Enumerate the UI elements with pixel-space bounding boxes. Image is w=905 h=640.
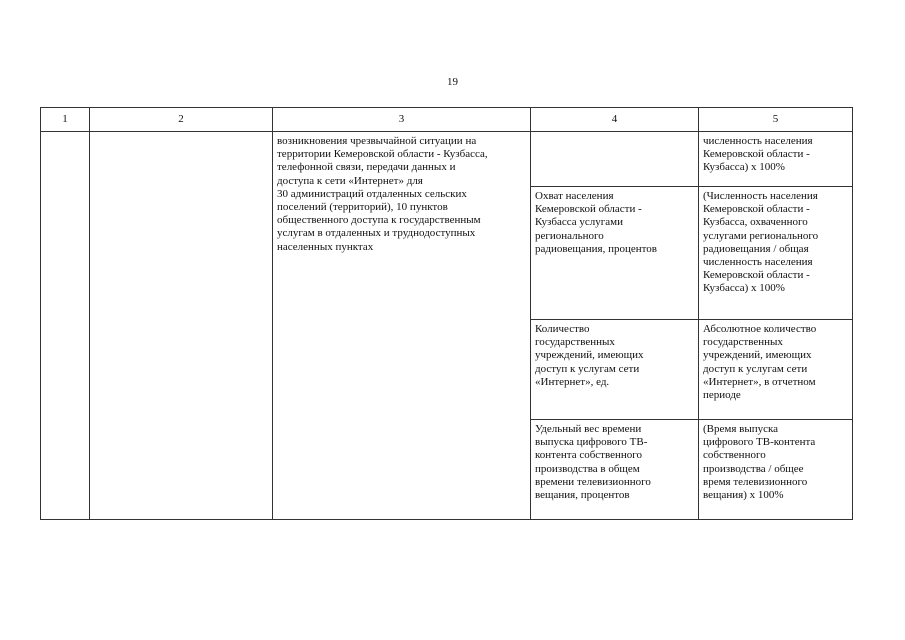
page-number: 19 <box>447 76 458 88</box>
column-1-cell <box>41 132 90 520</box>
column-header-3: 3 <box>273 108 531 132</box>
column-header-4: 4 <box>531 108 699 132</box>
table-header <box>41 108 853 132</box>
indicators-table <box>40 107 853 520</box>
column-header-5: 5 <box>699 108 853 132</box>
formula-text: (Численность населения Кемеровской области - Кузбасса, охваченного услугами регионального радиовещания / общая численность населения Кемеровской области - Кузбасса) x 100% <box>703 190 819 295</box>
header-row <box>41 108 853 132</box>
formula-cell <box>699 187 853 320</box>
formula-text: (Время выпуска цифрового ТВ-контента собственного производства / общее время телевизионного вещания) x 100% <box>703 423 816 502</box>
indicator-cell <box>531 420 699 520</box>
formula-text: численность населения Кемеровской области - Кузбасса) x 100% <box>703 135 813 174</box>
formula-cell <box>699 320 853 420</box>
table-row <box>41 132 853 187</box>
description-cell <box>273 132 531 520</box>
indicator-cell <box>531 320 699 420</box>
indicator-cell <box>531 187 699 320</box>
formula-text: Абсолютное количество государственных учреждений, имеющих доступ к услугам сети «Интернет», в отчетном периоде <box>703 323 817 402</box>
indicator-text: Количество государственных учреждений, имеющих доступ к услугам сети «Интернет», ед. <box>535 323 644 388</box>
indicator-text: Охват населения Кемеровской области - Кузбасса услугами регионального радиовещания, процентов <box>535 190 657 255</box>
indicator-cell <box>531 132 699 187</box>
indicator-text: Удельный вес времени выпуска цифрового ТВ- контента собственного производства в общем времени телевизионного вещания, процентов <box>535 423 651 502</box>
formula-cell <box>699 132 853 187</box>
column-2-cell <box>90 132 273 520</box>
column-header-1: 1 <box>41 108 90 132</box>
formula-cell <box>699 420 853 520</box>
description-text: возникновения чрезвычайной ситуации на территории Кемеровской области - Кузбасса, телефонной связи, передачи данных и доступа к сети «Интернет» для 30 администраций отдаленных сельских поселений (территорий), 10 пунктов общественного доступа к государственным услугам в отдаленных и труднодоступных населенных пунктах <box>277 135 488 253</box>
column-header-2: 2 <box>90 108 273 132</box>
table-body <box>41 132 853 520</box>
